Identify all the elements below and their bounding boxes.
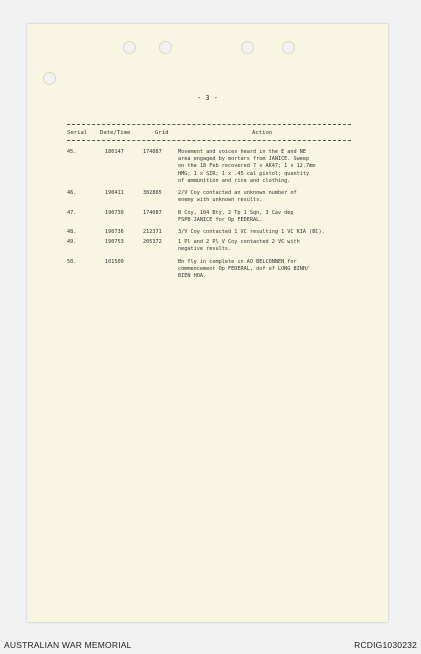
row-action: Bn fly in complete in AO BELCONNEN for commencement Op FEDERAL, dof of LONG BINH/ BIEN HOA. (178, 259, 310, 280)
page-number: - 3 - (196, 94, 219, 102)
row-grid: 302865 (143, 190, 162, 196)
column-header-grid: Grid (155, 130, 169, 136)
row-serial: 47. (67, 210, 77, 216)
punch-hole (282, 41, 295, 54)
row-grid: 174087 (143, 149, 162, 155)
row-action: 3/V Coy contacted 1 VC resulting 1 VC KIA (BC). (178, 229, 325, 235)
row-serial: 50. (67, 259, 77, 265)
column-header-serial: Serial (67, 130, 88, 136)
row-datetime: 190753 (105, 239, 124, 245)
column-header-action: Action (252, 130, 273, 136)
column-header-datetime: Date/Time (100, 130, 131, 136)
row-datetime: 180147 (105, 149, 124, 155)
row-datetime: 190411 (105, 190, 124, 196)
punch-hole (241, 41, 254, 54)
archive-publisher: AUSTRALIAN WAR MEMORIAL (4, 640, 132, 650)
row-action: Movement and voices heard in the E and NE area engaged by mortars from JANICE. Sweep on the 18 Feb recovered 7 x AK47; 1 x 12.7mm HMG; 1 x SIR; 1 x .45 cal pistol; quantity of ammunition and rice and clothing. (178, 149, 316, 184)
punch-hole (159, 41, 172, 54)
table-header-rule (67, 140, 351, 141)
row-serial: 45. (67, 149, 77, 155)
document-page (27, 24, 388, 622)
row-action: B Coy, 104 Bty, 2 Tp 1 Sqn, 3 Cav dep FSPB JANICE for Op FEDERAL. (178, 210, 294, 224)
punch-hole (43, 72, 56, 85)
row-grid: 205372 (143, 239, 162, 245)
row-grid: 174087 (143, 210, 162, 216)
row-serial: 49. (67, 239, 77, 245)
row-serial: 48. (67, 229, 77, 235)
punch-hole (123, 41, 136, 54)
row-grid: 212371 (143, 229, 162, 235)
row-datetime: 190730 (105, 210, 124, 216)
table-top-rule (67, 124, 351, 125)
row-datetime: 101500 (105, 259, 124, 265)
row-datetime: 190736 (105, 229, 124, 235)
record-id: RCDIG1030232 (354, 640, 417, 650)
row-action: 1 Pl and 2 Pl V Coy contacted 2 VC with negative results. (178, 239, 300, 253)
row-serial: 46. (67, 190, 77, 196)
row-action: 2/V Coy contacted an unknown number of enemy with unknown results. (178, 190, 297, 204)
